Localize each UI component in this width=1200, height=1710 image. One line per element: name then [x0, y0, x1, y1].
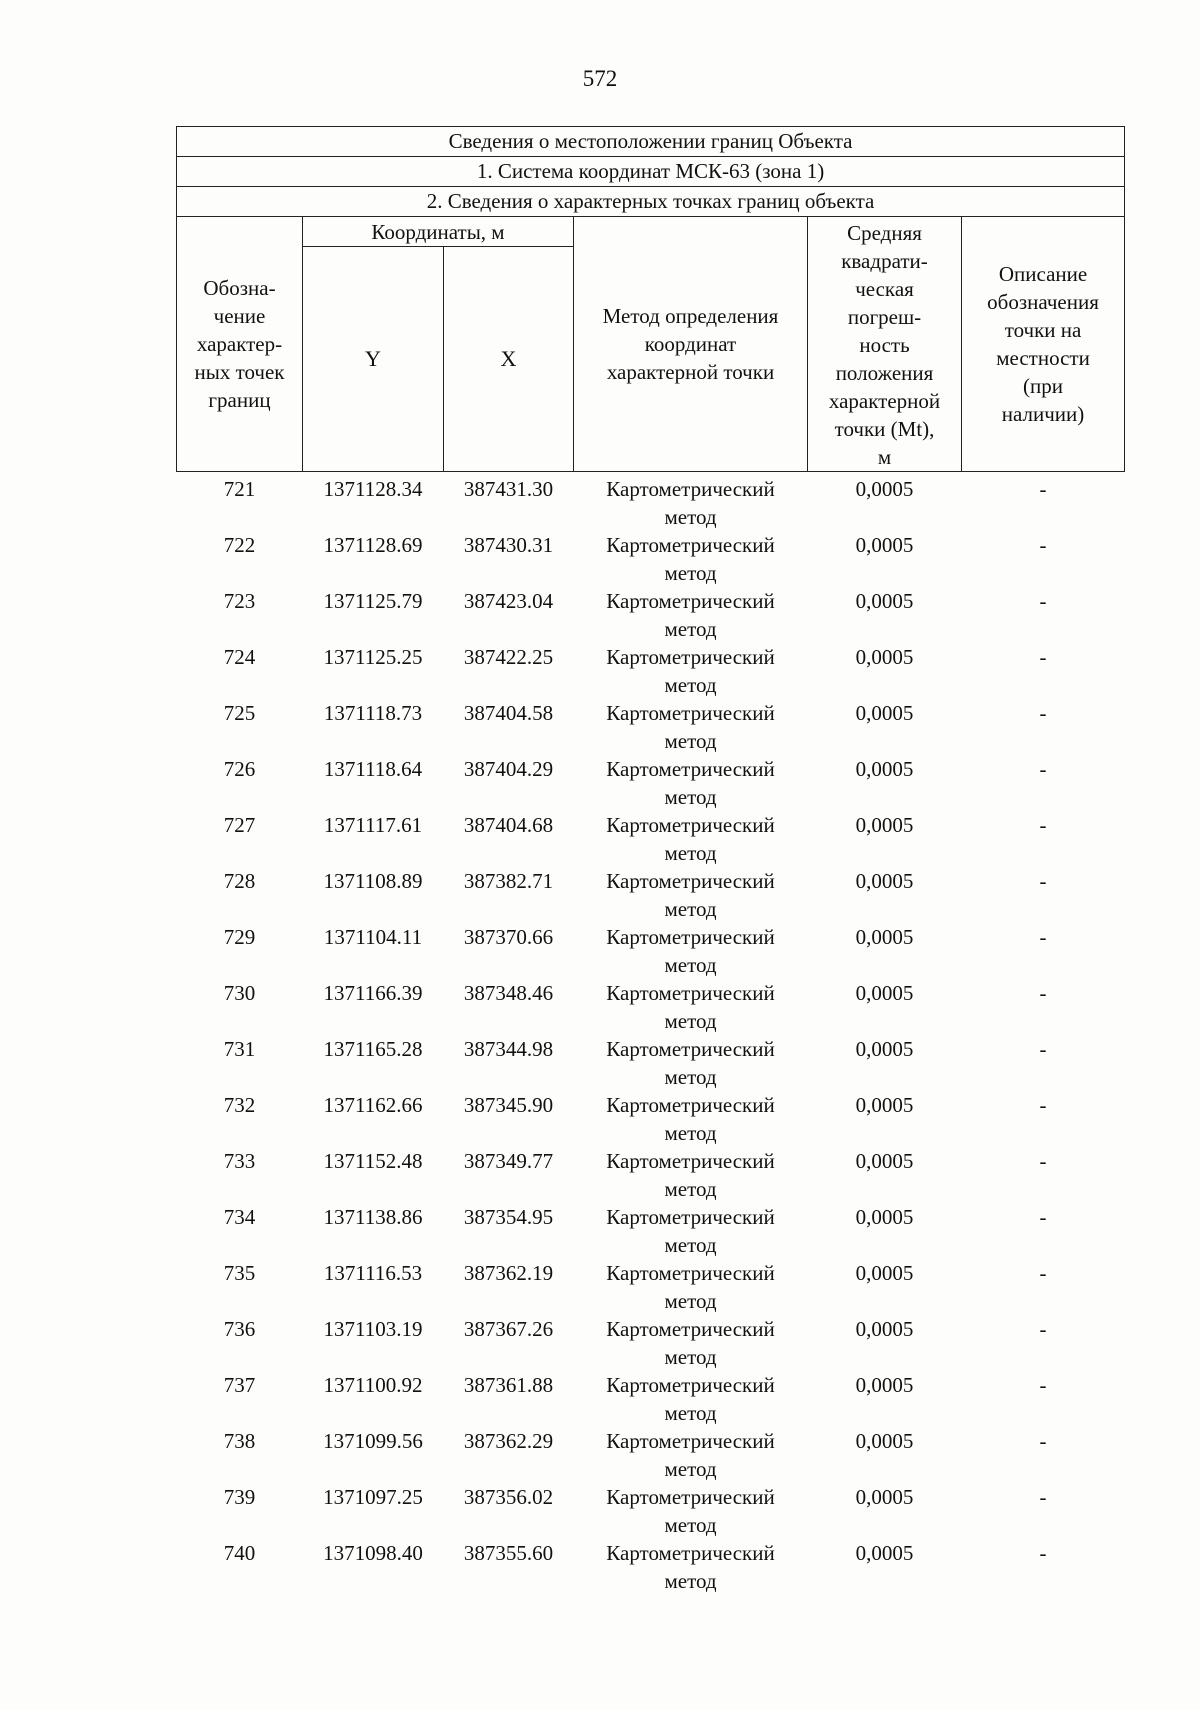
- cell-mean-error: 0,0005: [855, 1037, 914, 1061]
- cell-point-id: 739: [223, 1485, 256, 1509]
- table-row: [177, 699, 1125, 755]
- table-title: Сведения о местоположении границ Объекта: [177, 127, 1125, 157]
- table-row: [177, 1483, 1125, 1539]
- cell-point-id: 740: [223, 1541, 256, 1565]
- cell-point-id: 723: [223, 589, 256, 613]
- cell-description: -: [1039, 1317, 1047, 1341]
- cell-y: 1371125.25: [323, 645, 423, 669]
- cell-y: 1371108.89: [323, 869, 423, 893]
- cell-point-id: 726: [223, 757, 256, 781]
- cell-mean-error: 0,0005: [855, 477, 914, 501]
- cell-x: 387370.66: [463, 925, 554, 949]
- cell-description: -: [1039, 533, 1047, 557]
- table-row: [177, 531, 1125, 587]
- cell-method: Картометрический метод: [606, 1037, 775, 1089]
- cell-point-id: 738: [223, 1429, 256, 1453]
- table-row: [177, 1371, 1125, 1427]
- cell-description: -: [1039, 589, 1047, 613]
- cell-method: Картометрический метод: [606, 813, 775, 865]
- cell-x: 387361.88: [463, 1373, 554, 1397]
- cell-y: 1371152.48: [323, 1149, 423, 1173]
- cell-point-id: 736: [223, 1317, 256, 1341]
- cell-x: 387404.68: [463, 813, 554, 837]
- cell-method: Картометрический метод: [606, 1373, 775, 1425]
- cell-x: 387344.98: [463, 1037, 554, 1061]
- cell-mean-error: 0,0005: [855, 1261, 914, 1285]
- cell-y: 1371138.86: [323, 1205, 423, 1229]
- cell-x: 387362.29: [463, 1429, 554, 1453]
- col-header-mean-error: Средняя квадрати- ческая погреш- ность положения характерной точки (Mt), м: [808, 217, 962, 472]
- cell-method: Картометрический метод: [606, 1149, 775, 1201]
- cell-mean-error: 0,0005: [855, 1205, 914, 1229]
- cell-method: Картометрический метод: [606, 925, 775, 977]
- cell-mean-error: 0,0005: [855, 645, 914, 669]
- table-row: [177, 1091, 1125, 1147]
- cell-point-id: 731: [223, 1037, 256, 1061]
- cell-x: 387404.58: [463, 701, 554, 725]
- cell-method: Картометрический метод: [606, 1317, 775, 1369]
- cell-y: 1371128.69: [323, 533, 423, 557]
- cell-description: -: [1039, 981, 1047, 1005]
- coordinate-system: 1. Система координат МСК-63 (зона 1): [177, 157, 1125, 187]
- cell-point-id: 727: [223, 813, 256, 837]
- cell-description: -: [1039, 925, 1047, 949]
- cell-point-id: 734: [223, 1205, 256, 1229]
- cell-point-id: 732: [223, 1093, 256, 1117]
- table-header: [177, 127, 1125, 472]
- cell-description: -: [1039, 1429, 1047, 1453]
- cell-x: 387349.77: [463, 1149, 554, 1173]
- cell-y: 1371166.39: [323, 981, 423, 1005]
- cell-description: -: [1039, 1037, 1047, 1061]
- cell-x: 387356.02: [463, 1485, 554, 1509]
- table-row: [177, 472, 1125, 532]
- cell-y: 1371165.28: [323, 1037, 423, 1061]
- boundary-points-table: [176, 126, 1125, 1595]
- table-row: [177, 755, 1125, 811]
- cell-point-id: 737: [223, 1373, 256, 1397]
- cell-method: Картометрический метод: [606, 1541, 775, 1593]
- cell-mean-error: 0,0005: [855, 589, 914, 613]
- table-row: [177, 587, 1125, 643]
- cell-y: 1371103.19: [323, 1317, 423, 1341]
- cell-mean-error: 0,0005: [855, 533, 914, 557]
- cell-x: 387354.95: [463, 1205, 554, 1229]
- cell-y: 1371116.53: [323, 1261, 423, 1285]
- cell-description: -: [1039, 1541, 1047, 1565]
- cell-point-id: 725: [223, 701, 256, 725]
- cell-method: Картометрический метод: [606, 757, 775, 809]
- cell-x: 387362.19: [463, 1261, 554, 1285]
- cell-y: 1371097.25: [323, 1485, 423, 1509]
- cell-y: 1371118.64: [323, 757, 423, 781]
- cell-y: 1371099.56: [323, 1429, 423, 1453]
- table-row: [177, 1539, 1125, 1595]
- cell-method: Картометрический метод: [606, 1093, 775, 1145]
- section-title: 2. Сведения о характерных точках границ объекта: [177, 187, 1125, 217]
- cell-mean-error: 0,0005: [855, 1541, 914, 1565]
- col-header-designation: Обозна- чение характер- ных точек границ: [177, 217, 303, 472]
- cell-x: 387430.31: [463, 533, 554, 557]
- cell-method: Картометрический метод: [606, 701, 775, 753]
- cell-description: -: [1039, 1093, 1047, 1117]
- cell-point-id: 721: [223, 477, 256, 501]
- page-number: 572: [582, 66, 618, 91]
- cell-method: Картометрический метод: [606, 589, 775, 641]
- table-row: [177, 923, 1125, 979]
- table-row: [177, 1203, 1125, 1259]
- cell-y: 1371104.11: [323, 925, 423, 949]
- cell-mean-error: 0,0005: [855, 1485, 914, 1509]
- cell-x: 387404.29: [463, 757, 554, 781]
- cell-point-id: 729: [223, 925, 256, 949]
- cell-x: 387422.25: [463, 645, 554, 669]
- cell-point-id: 724: [223, 645, 256, 669]
- cell-y: 1371100.92: [323, 1373, 423, 1397]
- table-row: [177, 1147, 1125, 1203]
- col-header-y: Y: [303, 247, 444, 472]
- cell-point-id: 735: [223, 1261, 256, 1285]
- col-header-description: Описание обозначения точки на местности (при наличии): [962, 217, 1125, 472]
- cell-mean-error: 0,0005: [855, 813, 914, 837]
- cell-x: 387348.46: [463, 981, 554, 1005]
- cell-method: Картометрический метод: [606, 645, 775, 697]
- cell-method: Картометрический метод: [606, 1485, 775, 1537]
- cell-method: Картометрический метод: [606, 869, 775, 921]
- table-row: [177, 1315, 1125, 1371]
- cell-y: 1371128.34: [323, 477, 423, 501]
- cell-method: Картометрический метод: [606, 981, 775, 1033]
- table-row: [177, 643, 1125, 699]
- cell-description: -: [1039, 645, 1047, 669]
- cell-x: 387431.30: [463, 477, 554, 501]
- cell-method: Картометрический метод: [606, 533, 775, 585]
- cell-method: Картометрический метод: [606, 1261, 775, 1313]
- cell-y: 1371117.61: [323, 813, 423, 837]
- cell-description: -: [1039, 813, 1047, 837]
- cell-description: -: [1039, 757, 1047, 781]
- cell-x: 387367.26: [463, 1317, 554, 1341]
- col-header-method: Метод определения координат характерной точки: [574, 217, 808, 472]
- cell-method: Картометрический метод: [606, 1205, 775, 1257]
- cell-y: 1371118.73: [323, 701, 423, 725]
- cell-description: -: [1039, 1205, 1047, 1229]
- table-row: [177, 979, 1125, 1035]
- cell-mean-error: 0,0005: [855, 1149, 914, 1173]
- cell-x: 387355.60: [463, 1541, 554, 1565]
- cell-point-id: 733: [223, 1149, 256, 1173]
- cell-mean-error: 0,0005: [855, 869, 914, 893]
- cell-mean-error: 0,0005: [855, 1429, 914, 1453]
- cell-x: 387423.04: [463, 589, 554, 613]
- cell-method: Картометрический метод: [606, 477, 775, 529]
- table-row: [177, 811, 1125, 867]
- cell-y: 1371125.79: [323, 589, 423, 613]
- cell-mean-error: 0,0005: [855, 925, 914, 949]
- cell-method: Картометрический метод: [606, 1429, 775, 1481]
- table-row: [177, 1259, 1125, 1315]
- table-row: [177, 1427, 1125, 1483]
- cell-description: -: [1039, 869, 1047, 893]
- table-body: [177, 472, 1125, 1596]
- cell-description: -: [1039, 1261, 1047, 1285]
- cell-point-id: 730: [223, 981, 256, 1005]
- cell-mean-error: 0,0005: [855, 757, 914, 781]
- cell-mean-error: 0,0005: [855, 701, 914, 725]
- cell-description: -: [1039, 701, 1047, 725]
- cell-mean-error: 0,0005: [855, 981, 914, 1005]
- cell-point-id: 722: [223, 533, 256, 557]
- cell-description: -: [1039, 477, 1047, 501]
- cell-mean-error: 0,0005: [855, 1317, 914, 1341]
- cell-y: 1371162.66: [323, 1093, 423, 1117]
- cell-description: -: [1039, 1149, 1047, 1173]
- cell-mean-error: 0,0005: [855, 1093, 914, 1117]
- cell-x: 387382.71: [463, 869, 554, 893]
- cell-description: -: [1039, 1485, 1047, 1509]
- cell-mean-error: 0,0005: [855, 1373, 914, 1397]
- table-row: [177, 1035, 1125, 1091]
- cell-y: 1371098.40: [323, 1541, 423, 1565]
- table-row: [177, 867, 1125, 923]
- cell-x: 387345.90: [463, 1093, 554, 1117]
- col-header-x: X: [444, 247, 574, 472]
- cell-point-id: 728: [223, 869, 256, 893]
- cell-description: -: [1039, 1373, 1047, 1397]
- col-header-coordinates: Координаты, м: [303, 217, 574, 247]
